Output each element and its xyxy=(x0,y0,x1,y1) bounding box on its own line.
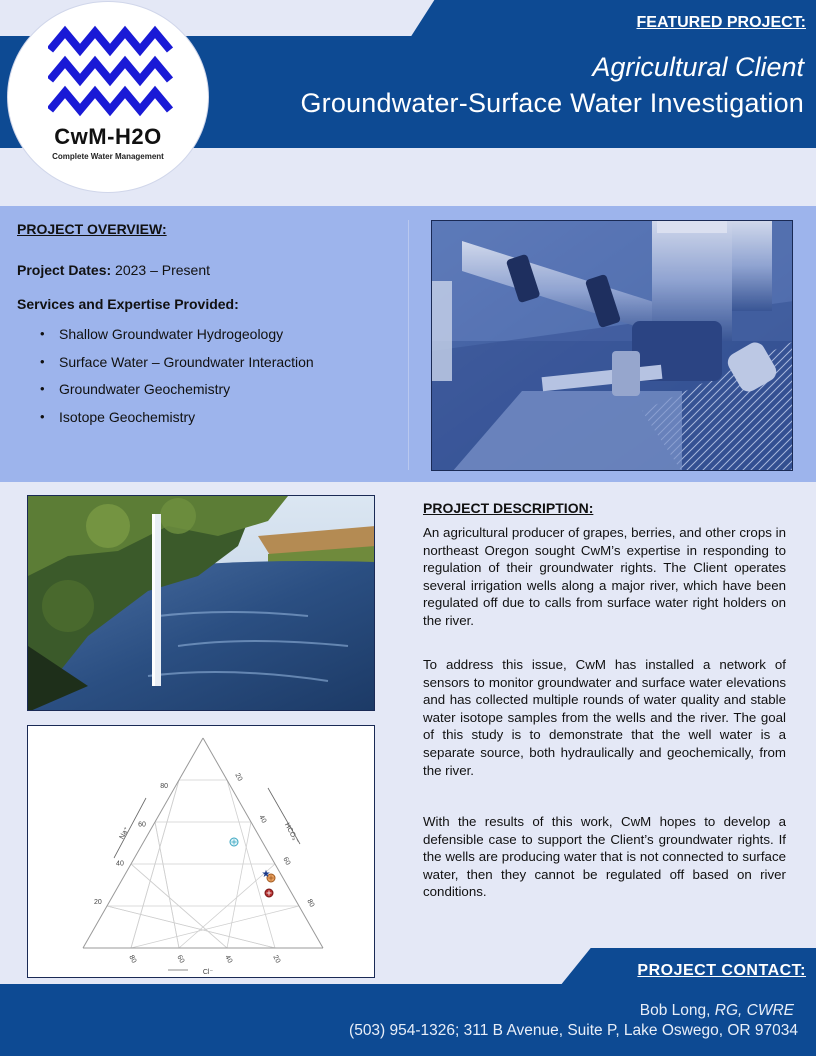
featured-project-label: FEATURED PROJECT: xyxy=(636,14,806,31)
bottom-tick-label: 60 xyxy=(175,954,186,965)
project-dates-value: 2023 – Present xyxy=(115,262,211,278)
contact-person: Bob Long, xyxy=(639,1002,711,1019)
left-axis-title: Na⁺ xyxy=(118,826,131,841)
well-equipment-photo xyxy=(431,220,793,471)
contact-credentials: RG, CWRE xyxy=(714,1002,794,1019)
logo-name: CwM-H2O xyxy=(54,124,162,149)
waves-icon xyxy=(48,24,173,119)
river-photo xyxy=(27,495,375,711)
contact-band xyxy=(0,984,816,1056)
triangle-edge xyxy=(83,738,203,948)
bottom-tick-label: 80 xyxy=(127,954,138,965)
logo-tagline: Complete Water Management xyxy=(52,152,164,161)
list-item: • Shallow Groundwater Hydrogeology xyxy=(40,326,314,354)
overview-heading: PROJECT OVERVIEW: xyxy=(17,221,167,237)
left-tick-label: 60 xyxy=(138,821,146,829)
contact-address: (503) 954-1326; 311 B Avenue, Suite P, Lake Oswego, OR 97034 xyxy=(349,1022,798,1039)
contact-name xyxy=(640,1002,794,1020)
overview-divider xyxy=(408,220,409,470)
grid-line xyxy=(107,906,275,948)
right-tick-label: 80 xyxy=(305,898,316,909)
contact-heading: PROJECT CONTACT: xyxy=(637,962,806,979)
star-marker-icon: ★ xyxy=(261,869,271,880)
right-axis-title: HCO₃⁻ xyxy=(283,821,300,845)
list-item: • Surface Water – Groundwater Interaction xyxy=(40,354,314,382)
services-list xyxy=(40,326,314,436)
bottom-axis-title: Cl⁻ xyxy=(202,969,214,976)
right-axis-arrow xyxy=(268,788,300,844)
bottom-tick-label: 20 xyxy=(271,954,282,965)
project-dates xyxy=(17,262,210,278)
project-dates-label: Project Dates: xyxy=(17,262,112,278)
list-item: • Isotope Geochemistry xyxy=(40,409,314,437)
right-tick-label: 40 xyxy=(257,814,268,825)
right-tick-label: 60 xyxy=(281,856,292,867)
client-title: Agricultural Client xyxy=(592,52,804,82)
description-paragraph: To address this issue, CwM has installed a network of sensors to monitor groundwater and surface water elevations and has collected multiple rounds of water quality and stable water isotope samples from the wells and the river. The goal of this study is to demonstrate that the well water is a separate source, both hydraulically and geochemically, from the river. xyxy=(423,657,786,778)
bottom-tick-label: 40 xyxy=(223,954,234,965)
left-tick-label: 40 xyxy=(116,860,124,868)
grid-line xyxy=(155,822,179,948)
ternary-plot xyxy=(28,726,374,977)
description-paragraph: With the results of this work, CwM hopes to develop a defensible case to support the Client’s groundwater rights. If the wells are producing water that is not connected to surface water, then they cannot be regulated off based on river conditions. xyxy=(423,814,786,900)
description-paragraph: An agricultural producer of grapes, berries, and other crops in northeast Oregon sought CwM’s expertise in responding to regulation of their groundwater rights. The Client operates several irrigation wells along a major river, which have been regulated off due to calls from surface water right holders on the river. xyxy=(423,525,786,628)
triangle-edge xyxy=(203,738,323,948)
services-heading: Services and Expertise Provided: xyxy=(17,296,239,312)
description-heading: PROJECT DESCRIPTION: xyxy=(423,500,594,516)
left-tick-label: 80 xyxy=(160,783,169,791)
list-item: • Groundwater Geochemistry xyxy=(40,381,314,409)
piper-ternary-diagram xyxy=(27,725,375,978)
left-tick-label: 20 xyxy=(93,898,102,906)
project-title: Groundwater-Surface Water Investigation xyxy=(300,88,804,118)
right-tick-label: 20 xyxy=(233,772,244,783)
company-logo xyxy=(8,2,208,192)
grid-line xyxy=(131,906,299,948)
